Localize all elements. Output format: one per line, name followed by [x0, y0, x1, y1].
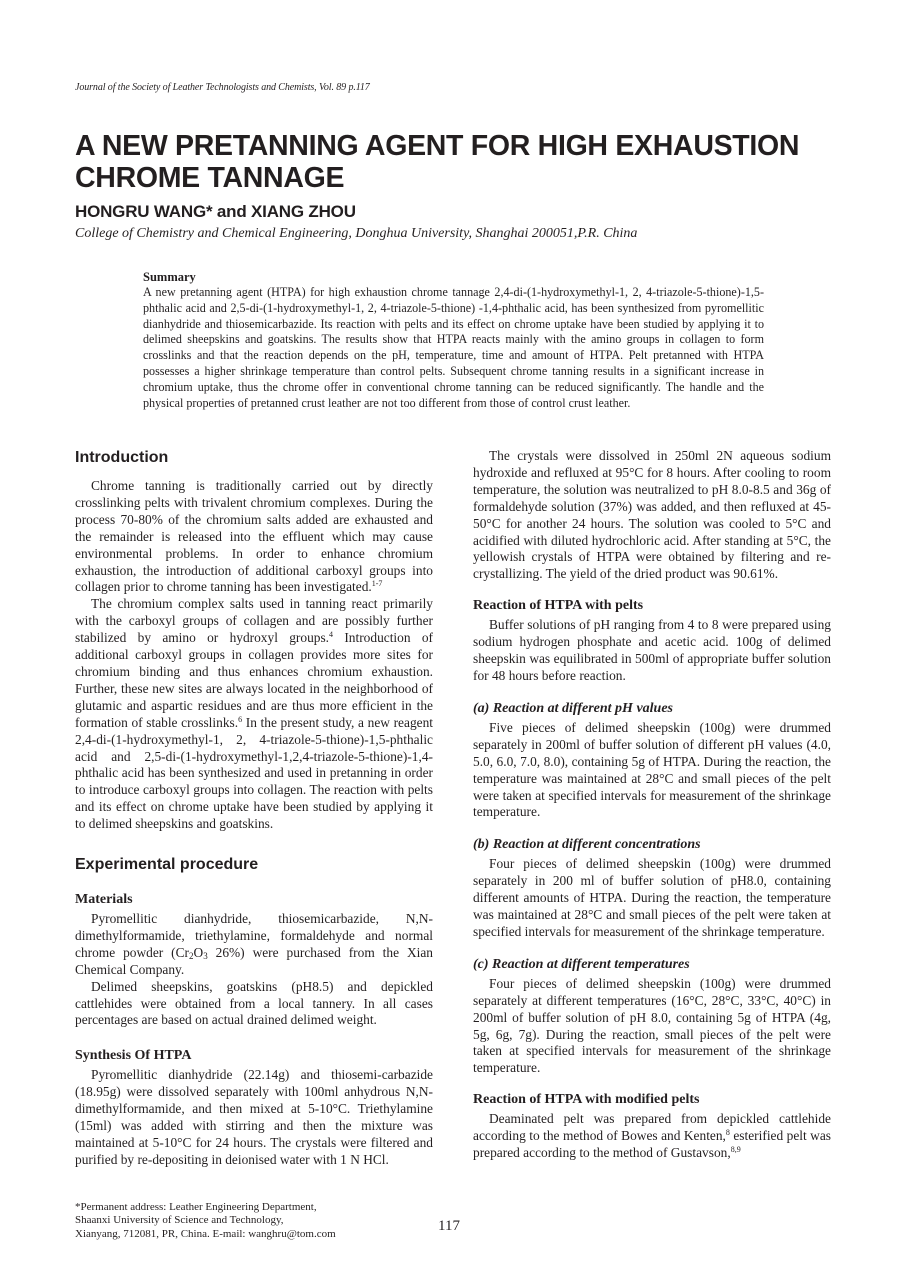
introduction-paragraph-2: The chromium complex salts used in tanning react primarily with the carboxyl groups of collagen and are possibly further stabilized by amino or hydroxyl groups.$^4$ Introduction of additional carboxyl groups in collagen provides more sites for chromium binding and thus enhances chromium exhaustion. Further, these new sites are always located in the neighborhood of glutamic and aspartic residues and are thus more efficient in the formation of stable crosslinks.$^6$ In the present study, a new reagent 2,4-di-(1-hydroxymethyl-1, 2, 4-triazole-5-thione)-1,5-phthalic acid and 2,5-di-(1-hydroxymethyl-1,2,4-triazole-5-thione)-1,4-phthalic acid has been synthesized and used in pretanning in order to introduce carboxyl groups into collagen. The reaction with pelts and its effect on chrome uptake have been studied by applying it to delimed sheepskins and goatskins.	[75, 596, 433, 832]
citation-ref: 8	[725, 1128, 730, 1138]
left-column	[75, 448, 433, 1169]
page-number: 117	[438, 1218, 460, 1234]
introduction-paragraph-1: Chrome tanning is traditionally carried out by directly crosslinking pelts with trivalent chromium complexes. During the process 70-80% of the chromium salts added are exhausted and the remainder is released into the effluent which may cause environmental problems. In order to enhance chromium exhaustion, the introduction of additional carboxyl groups into collagen prior to chrome tanning has been investigated.$^{1-7}$	[75, 478, 433, 595]
reaction-concentration-heading: (b) Reaction at different concentrations	[473, 837, 701, 853]
reaction-concentration-paragraph: Four pieces of delimed sheepskin (100g) were drummed separately in 200 ml of buffer solution of pH8.0, containing different amounts of HTPA. During the reaction, the temperature was maintained at 28°C and small pieces of the pelt were taken at specified intervals for measurement of the shrinkage temperature.	[473, 856, 831, 939]
reaction-paragraph: Buffer solutions of pH ranging from 4 to 8 were prepared using sodium hydrogen phosphate and acetic acid. 100g of delimed sheepskin was equilibrated in 500ml of appropriate buffer solution for 48 hours before reaction.	[473, 617, 831, 683]
citation-ref: 1-7	[371, 579, 383, 589]
right-column	[473, 448, 831, 1162]
authors: HONGRU WANG* and XIANG ZHOU	[75, 202, 356, 221]
experimental-heading: Experimental procedure	[75, 856, 259, 874]
materials-heading: Materials	[75, 892, 133, 908]
footnote-line: Shaanxi University of Science and Technology,	[75, 1214, 284, 1227]
materials-paragraph-1: Pyromellitic dianhydride, thiosemicarbazide, N,N-dimethylformamide, triethylamine, formaldehyde and normal chrome powder ($Cr_2O_3$ 26%) were purchased from the Xian Chemical Company.	[75, 911, 434, 977]
footnote-line: *Permanent address: Leather Engineering Department,	[75, 1201, 317, 1213]
introduction-heading: Introduction	[75, 449, 169, 466]
paper-title: A NEW PRETANNING AGENT FOR HIGH EXHAUSTION CHROME TANNAGE	[75, 130, 800, 194]
synthesis-paragraph-1: Pyromellitic dianhydride (22.14g) and thiosemi-carbazide (18.95g) were dissolved separately with 100ml anhydrous N,N-dimethylformamide, and then mixed at 5-10°C. Triethylamine (15ml) was added with stirring and then the mixture was maintained at 5-10°C for 24 hours. The crystals were filtered and purified by re-depositing in deionised water with 1 N HCl.	[75, 1067, 433, 1167]
reaction-ph-heading: (a) Reaction at different pH values	[473, 700, 673, 716]
materials-paragraph-2: Delimed sheepskins, goatskins (pH8.5) and depickled cattlehides were obtained from a local tannery. In all cases percentages are based on actual drained delimed weight.	[75, 978, 433, 1028]
modified-pelts-paragraph: Deaminated pelt was prepared from depickled cattlehide according to the method of Bowes and Kenten,$^8$ esterified pelt was prepared according to the method of Gustavson,$^{8,9}$	[473, 1111, 832, 1161]
summary-block	[143, 270, 764, 411]
journal-citation: Journal of the Society of Leather Technologists and Chemists, Vol. 89 p.117	[75, 82, 370, 93]
footnote-line: Xianyang, 712081, PR, China. E-mail: wanghru@tom.com	[75, 1227, 336, 1240]
summary-text: A new pretanning agent (HTPA) for high exhaustion chrome tannage 2,4-di-(1-hydroxymethyl-1, 2, 4-triazole-5-thione)-1,5-phthalic acid and 2,5-di-(1-hydroxymethyl-1, 2, 4-triazole-5-thione) -1,4-phthalic acid, has been synthesized from pyromellitic dianhydride and thiosemicarbazide. Its reaction with pelts and its effect on chrome uptake have been studied by applying it to delimed sheepskins and goatskins. The results show that HTPA reacts mainly with the amino groups in collagen to form crosslinks and that the reaction depends on the pH, temperature, time and amount of HTPA. Pelt pretanned with HTPA possesses a higher shrinkage temperature than control pelts. Subsequent chrome tanning results in a significant increase in chromium uptake, thus the chrome offer in conventional chrome tanning can be reduced significantly. The handle and the physical properties of pretanned crust leather are not too different from those of control crust leather.	[143, 285, 764, 410]
citation-ref: 4	[329, 630, 334, 640]
footnote	[75, 1201, 405, 1241]
summary-heading: Summary	[143, 270, 196, 284]
reaction-temperature-heading: (c) Reaction at different temperatures	[473, 956, 690, 972]
citation-ref: 6	[238, 714, 243, 724]
reaction-heading: Reaction of HTPA with pelts	[473, 598, 644, 614]
modified-pelts-heading: Reaction of HTPA with modified pelts	[473, 1092, 700, 1108]
reaction-temperature-paragraph: Four pieces of delimed sheepskin (100g) were drummed separately at different temperatures (16°C, 28°C, 33°C, 40°C) in 200ml of buffer solution of pH 8.0, containing 5g of HTPA (4g, 5g, 6g, 7g). During the reaction, small pieces of the pelt were taken at specified intervals for measurement of the shrinkage temperature.	[473, 975, 831, 1076]
synthesis-paragraph-2: The crystals were dissolved in 250ml 2N aqueous sodium hydroxide and refluxed at 95°C for 8 hours. After cooling to room temperature, the solution was neutralized to pH 8.0-8.5 and 36g of formaldehyde solution (37%) was added, and then refluxed at 45-50°C for another 24 hours. The solution was cooled to 5°C and acidified with diluted hydrochloric acid. After standing at 5°C, the yellowish crystals of HTPA were obtained by filtering and re-crystallizing. The yield of the dried product was 90.61%.	[473, 448, 831, 582]
affiliation: College of Chemistry and Chemical Engineering, Donghua University, Shanghai 200051,P.R. China	[75, 226, 638, 241]
reaction-ph-paragraph: Five pieces of delimed sheepskin (100g) were drummed separately in 200ml of buffer solution of different pH values (4.0, 5.0, 6.0, 7.0, 8.0), containing 5g of HTPA. During the reaction, the temperature was maintained at 28°C and small pieces of the pelt were taken at specified intervals for measurement of the shrinkage temperature.	[473, 719, 831, 820]
citation-ref: 8,9	[730, 1145, 741, 1155]
synthesis-heading: Synthesis Of HTPA	[75, 1048, 192, 1064]
